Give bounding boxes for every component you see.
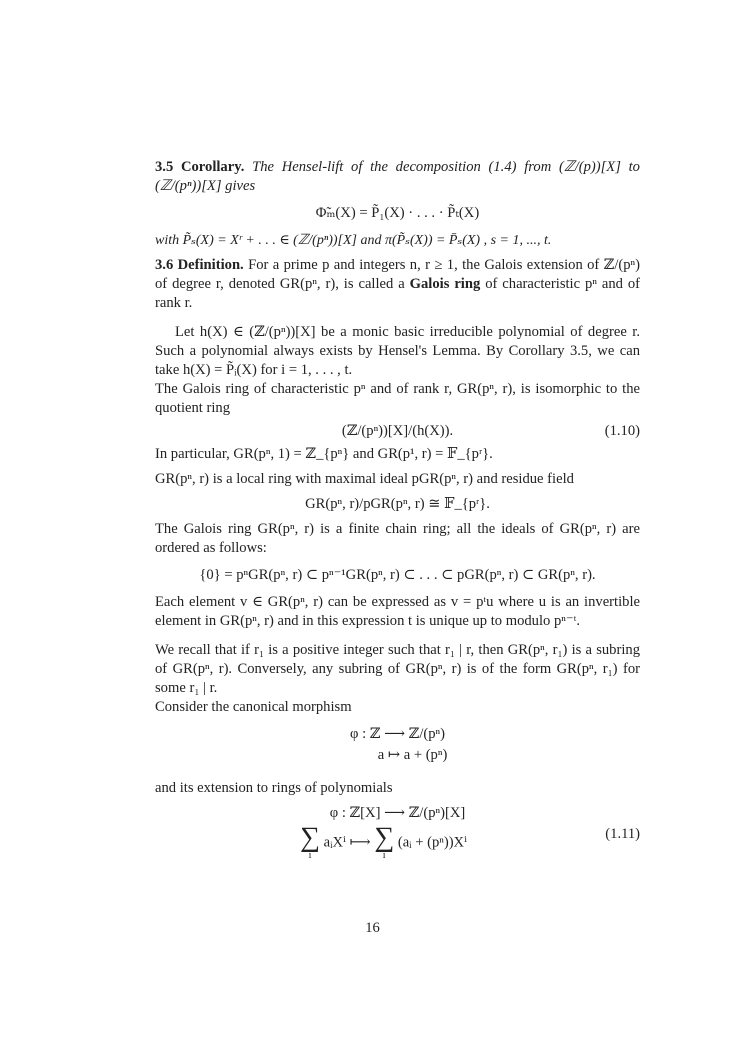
equation-phi-rule: a ↦ a + (pⁿ) — [377, 747, 448, 763]
definition-pre: For a prime p and integers n, r ≥ 1, the Galois extension of ℤ/(pⁿ) of degree r, denoted GR(pⁿ, r), is called a — [155, 257, 640, 292]
paragraph-subring: We recall that if r₁ is a positive integer such that r₁ | r, then GR(pⁿ, r₁) is a subring of GR(pⁿ, r). Conversely, any subring of GR(pⁿ, r) is of the form GR(pⁿ, r₁) for some r₁ | r. — [155, 642, 640, 696]
paragraph-local-ring: GR(pⁿ, r) is a local ring with maximal ideal pGR(pⁿ, r) and residue field — [155, 471, 574, 487]
sum-symbol-right: ∑ i — [374, 822, 395, 861]
equation-number-1-11: (1.11) — [605, 826, 640, 842]
sum-left-term: aᵢXⁱ ⟼ — [323, 834, 371, 851]
equation-ideal-chain: {0} = pⁿGR(pⁿ, r) ⊂ pⁿ⁻¹GR(pⁿ, r) ⊂ . . . ⊂ pGR(pⁿ, r) ⊂ GR(pⁿ, r). — [199, 567, 596, 583]
corollary-with-line: with P̃ₛ(X) = Xʳ + . . . ∈ (ℤ/(pⁿ))[X] and π(P̃ₛ(X)) = P̄ₛ(X) , s = 1, ..., t. — [155, 233, 552, 248]
definition-paragraph — [155, 256, 640, 313]
page-number: 16 — [365, 920, 380, 936]
corollary-display-equation: Φ̃ₘ(X) = P̃₁(X) · . . . · P̃ₜ(X) — [315, 205, 480, 221]
definition-label: 3.6 Definition. — [155, 257, 244, 273]
paragraph-element-expression: Each element v ∈ GR(pⁿ, r) can be expressed as v = pᵗu where u is an invertible element in GR(pⁿ, r) and in this expression t is unique up to modulo pⁿ⁻ᵗ. — [155, 594, 640, 629]
paragraph-in-particular: In particular, GR(pⁿ, 1) = ℤ_{pⁿ} and GR(p¹, r) = 𝔽_{pʳ}. — [155, 446, 493, 462]
corollary-label: 3.5 Corollary. — [155, 159, 245, 175]
paragraph-chain-ring: The Galois ring GR(pⁿ, r) is a finite chain ring; all the ideals of GR(pⁿ, r) are ordered as follows: — [155, 521, 640, 556]
equation-1-11 — [155, 822, 640, 869]
definition-post: of characteristic pⁿ and of rank r. — [155, 276, 641, 311]
paragraph-canonical-morphism: Consider the canonical morphism — [155, 699, 352, 715]
paragraph-galois-ring-iso: The Galois ring of characteristic pⁿ and of rank r, GR(pⁿ, r), is isomorphic to the quotient ring — [155, 381, 640, 416]
paragraph-h-polynomial: Let h(X) ∈ (ℤ/(pⁿ))[X] be a monic basic irreducible polynomial of degree r. Such a polynomial always exists by Hensel's Lemma. By Corollary 3.5, we can take h(X) = P̃ᵢ(X) for i = 1, . . . , t. — [155, 324, 640, 378]
corollary-text: The Hensel-lift of the decomposition (1.4) from (ℤ/(p))[X] to (ℤ/(pⁿ))[X] gives — [155, 159, 640, 194]
definition-bold-term: Galois ring — [409, 276, 481, 292]
equation-phi-map: φ : ℤ ⟶ ℤ/(pⁿ) — [350, 726, 445, 742]
equation-residue-field: GR(pⁿ, r)/pGR(pⁿ, r) ≅ 𝔽_{pʳ}. — [305, 496, 490, 512]
corollary-paragraph — [155, 158, 640, 196]
equation-phi-poly-map: φ : ℤ[X] ⟶ ℤ/(pⁿ)[X] — [329, 805, 466, 821]
equation-1-10: (ℤ/(pⁿ))[X]/(h(X)). (1.10) — [341, 423, 640, 439]
sum-right-term: (aᵢ + (pⁿ))Xⁱ — [397, 834, 468, 851]
equation-number-1-10: (1.10) — [604, 423, 640, 439]
page-body — [155, 158, 640, 869]
sum-symbol-left: ∑ i — [300, 822, 320, 861]
paragraph-extension: and its extension to rings of polynomials — [155, 780, 393, 796]
equation-sum-expression — [300, 822, 468, 861]
